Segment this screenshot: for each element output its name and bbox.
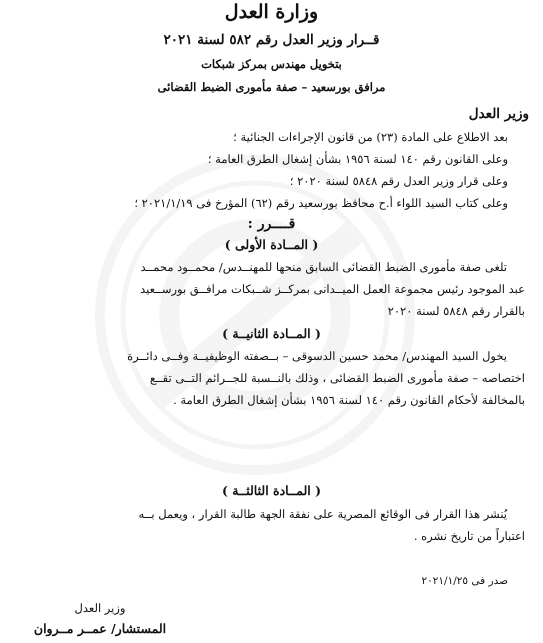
article-line: اختصاصه – صفة مأمورى الضبط القضائى ، وذلك بالنــسبة للجــرائم التــى تقــع [149,371,525,385]
decree-subtitle-1: بتخويل مهندس بمركز شبكات [201,57,342,71]
article-line: يُنشر هذا القرار فى الوقائع المصرية على نفقة الجهة طالبة القرار ، ويعمل بــه [138,507,507,521]
preamble-line: وعلى قرار وزير العدل رقم ٥٨٤٨ لسنة ٢٠٢٠ ؛ [289,174,508,188]
signature-name: المستشار/ عمــر مــروان [33,621,167,636]
issue-date: صدر فى ٢٠٢١/١/٢٥ [421,575,508,587]
article-3-body [18,503,525,547]
preamble-line: وعلى كتاب السيد اللواء أ.ح محافظ بورسعيد رقم (٦٢) المؤرخ فى ٢٠٢١/١/١٩ ؛ [134,196,508,210]
signature-title: وزير العدل [74,601,126,615]
article-3-heading: ( المــادة الثالثــة ) [221,483,322,498]
article-line: تلغى صفة مأمورى الضبط القضائى السابق منحها للمهنــدس/ محمــود محمــد [140,260,507,274]
decided-heading: قــــرر : [247,216,296,232]
preamble-line: وعلى القانون رقم ١٤٠ لسنة ١٩٥٦ بشأن إشغال الطرق العامة ؛ [207,152,508,166]
decree-subtitle-2: مرافق بورسعيد – صفة مأمورى الضبط القضائى [157,80,386,94]
article-2-body [18,345,525,411]
article-line: عبد الموجود رئيس مجموعة العمل الميــدانى بمركــز شــبكات مرافــق بورســعيد [140,282,525,296]
minister-heading: وزير العدل [468,106,529,122]
article-2-heading: ( المــادة الثانيــة ) [222,326,321,341]
article-1-heading: ( المــادة الأولى ) [224,237,319,252]
article-1-body [18,256,525,322]
article-line: بالقرار رقم ٥٨٤٨ لسنة ٢٠٢٠ [387,304,525,318]
preamble-line: بعد الاطلاع على المادة (٢٣) من قانون الإجراءات الجنائية ؛ [233,130,508,144]
article-line: يخول السيد المهندس/ محمد حسين الدسوقى – بــصفته الوظيفيــة وفــى دائــرة [127,349,507,363]
ministry-name: وزارة العدل [224,1,319,23]
article-line: بالمخالفة لأحكام القانون رقم ١٤٠ لسنة ١٩٥٦ بشأن إشغال الطرق العامة . [173,393,525,407]
decree-title: قــرار وزير العدل رقم ٥٨٢ لسنة ٢٠٢١ [163,32,380,48]
article-line: اعتباراً من تاريخ نشره . [413,529,525,543]
